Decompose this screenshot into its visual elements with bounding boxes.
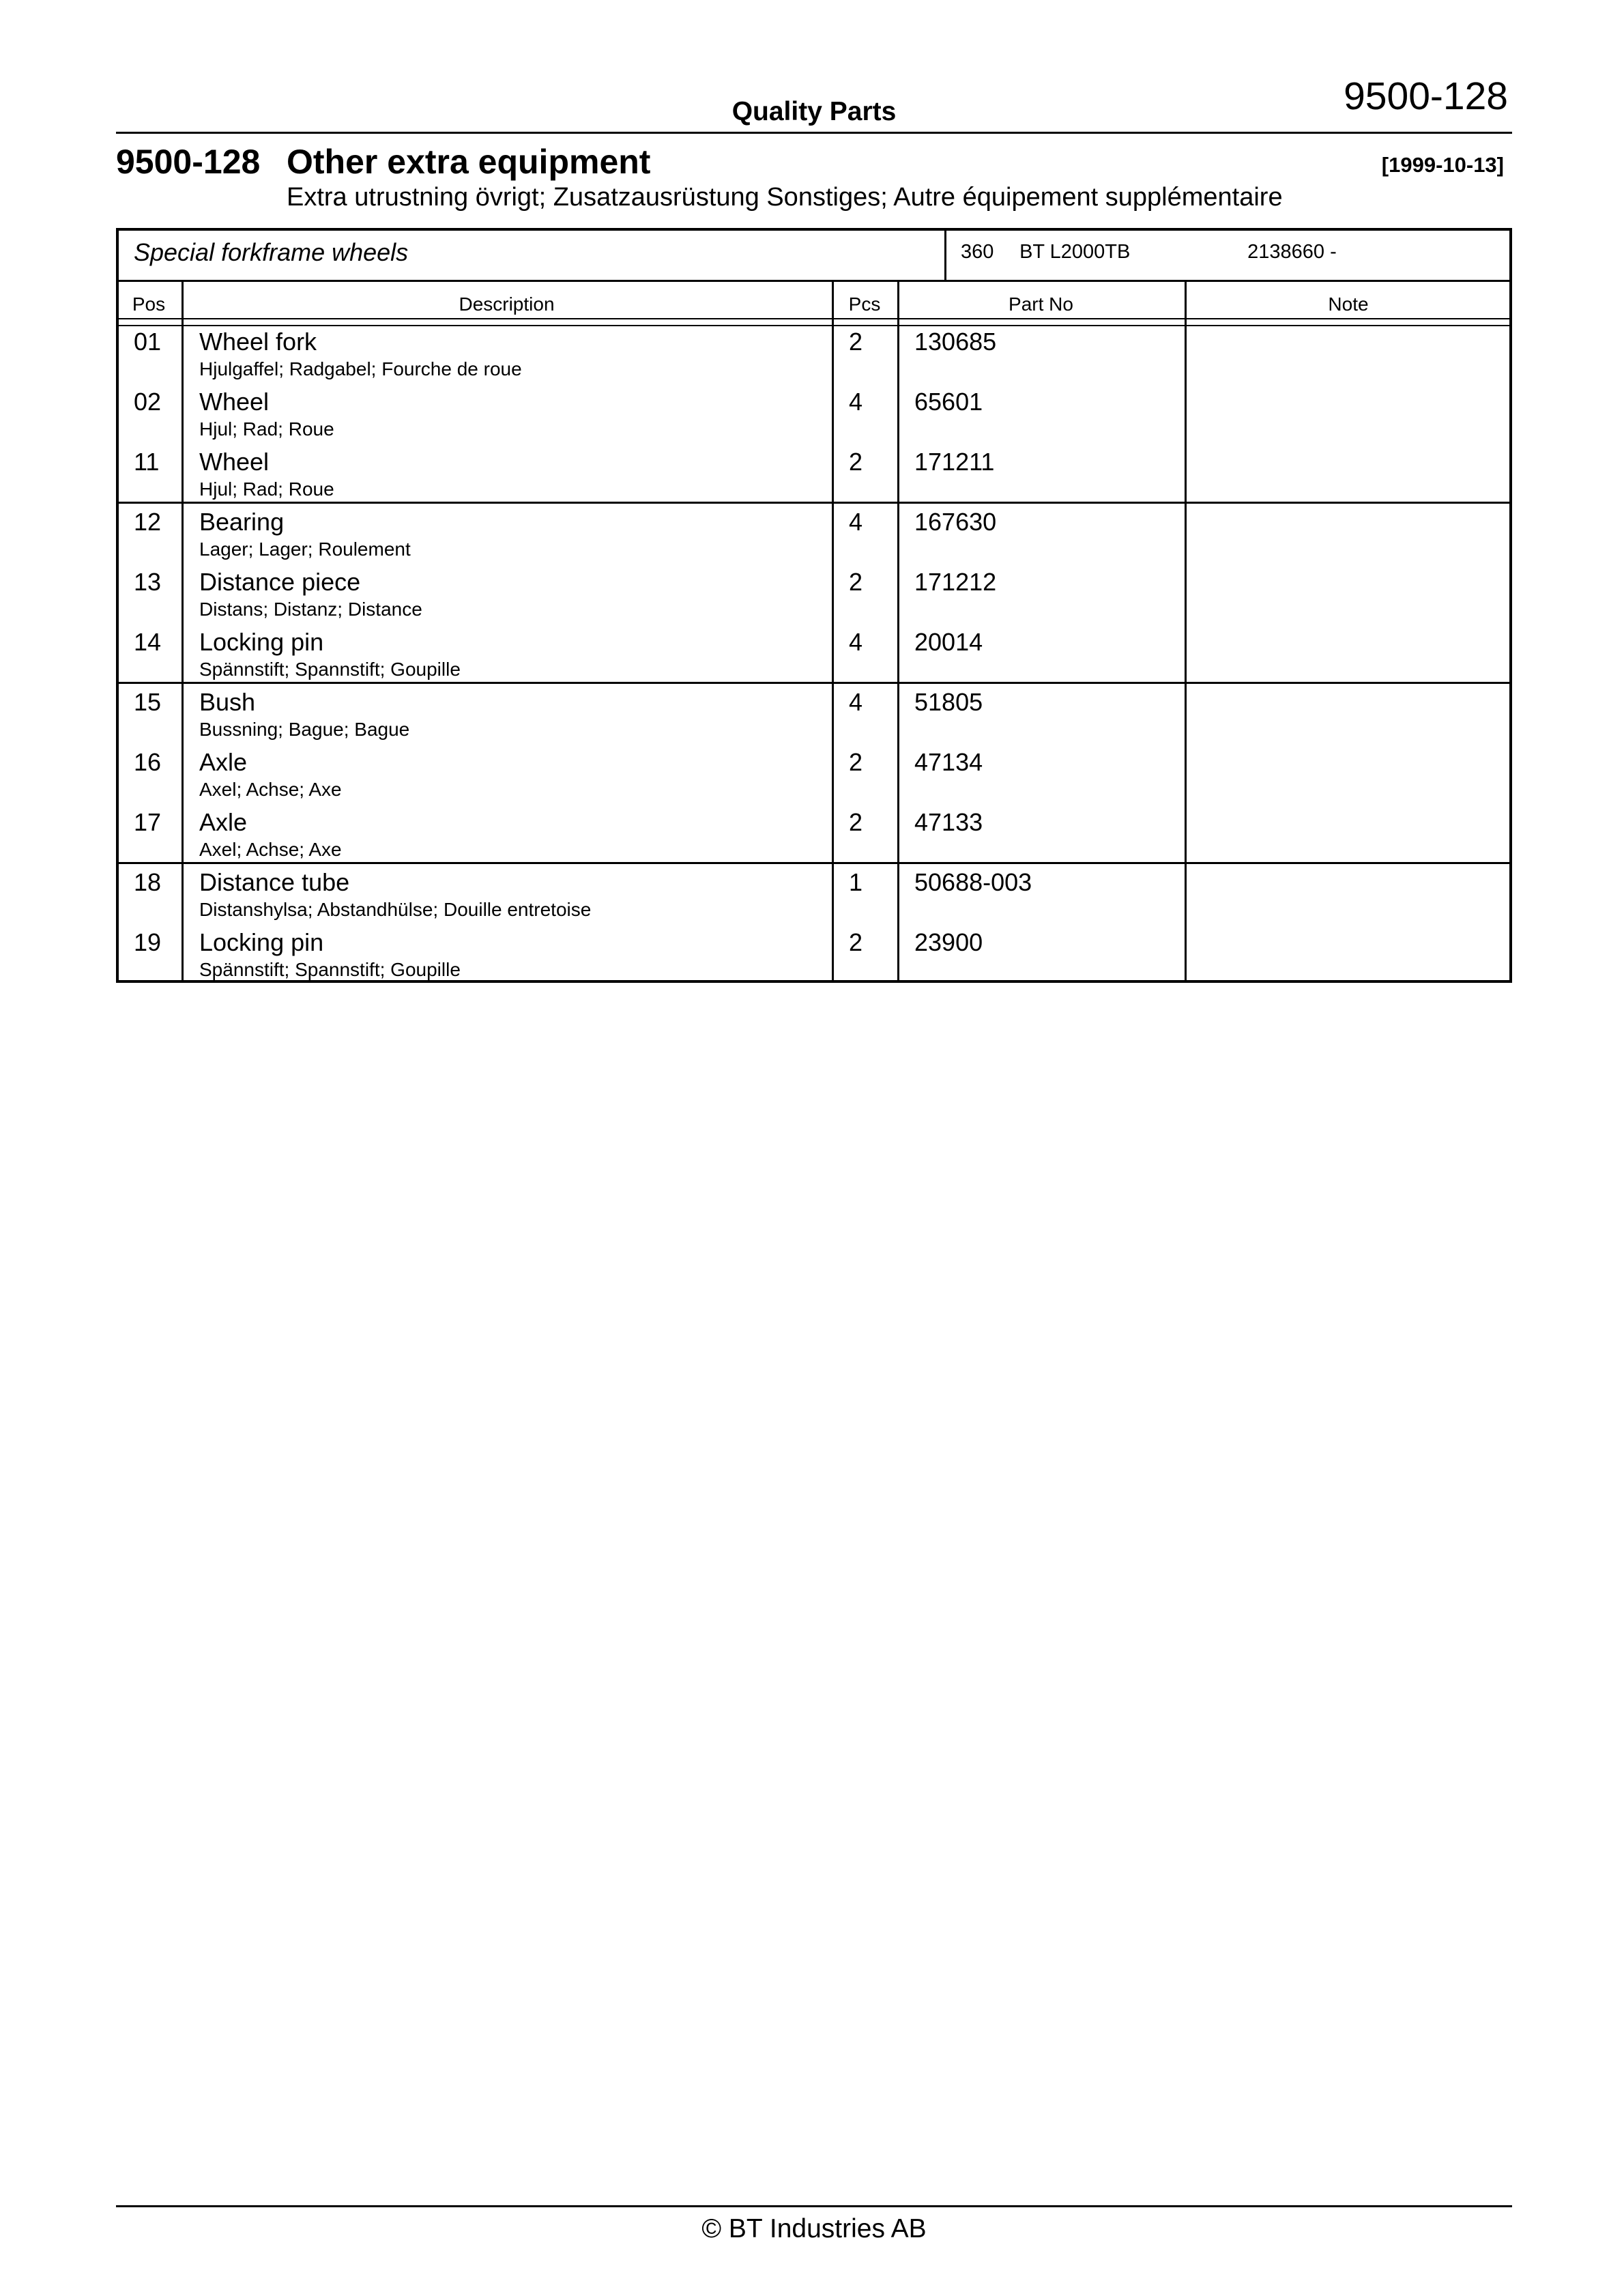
footer-divider: [116, 2205, 1512, 2207]
row-name: Locking pin: [199, 928, 324, 956]
row-name: Bearing: [199, 508, 285, 536]
table-row: [116, 381, 1512, 441]
row-part-no: 130685: [914, 328, 997, 356]
header-page-code: 9500-128: [1344, 74, 1508, 118]
row-translations: Bussning; Bague; Bague: [199, 719, 410, 740]
row-pos: 17: [134, 808, 162, 836]
row-pos: 13: [134, 568, 162, 596]
serial-range: 2138660 -: [1247, 241, 1337, 263]
row-pcs: 2: [849, 748, 863, 776]
row-pcs: 4: [849, 688, 863, 716]
row-name: Wheel: [199, 388, 270, 416]
row-name: Locking pin: [199, 628, 324, 656]
row-name: Distance piece: [199, 568, 361, 596]
model-code: 360: [961, 241, 994, 263]
row-translations: Hjulgaffel; Radgabel; Fourche de roue: [199, 358, 522, 379]
section-code: 9500-128: [116, 143, 261, 181]
row-part-no: 47133: [914, 808, 983, 836]
row-name: Wheel fork: [199, 328, 317, 356]
row-pcs: 1: [849, 868, 863, 896]
row-part-no: 20014: [914, 628, 983, 656]
row-translations: Spännstift; Spannstift; Goupille: [199, 659, 461, 680]
row-translations: Axel; Achse; Axe: [199, 779, 342, 800]
row-name: Axle: [199, 808, 248, 836]
column-header-rule-top: [116, 318, 1512, 319]
row-part-no: 23900: [914, 928, 983, 956]
table-row: [116, 321, 1512, 381]
column-header-pos: Pos: [132, 293, 166, 315]
footer-copyright: © BT Industries AB: [701, 2214, 927, 2243]
table-row: [116, 801, 1512, 861]
section-date: [1999-10-13]: [1381, 153, 1504, 177]
row-part-no: 171211: [914, 448, 995, 476]
row-name: Wheel: [199, 448, 270, 476]
row-translations: Axel; Achse; Axe: [199, 839, 342, 860]
row-pcs: 2: [849, 568, 863, 596]
header-divider: [116, 132, 1512, 134]
row-pcs: 2: [849, 928, 863, 956]
row-part-no: 65601: [914, 388, 983, 416]
row-pcs: 4: [849, 388, 863, 416]
group-meta: [961, 241, 1337, 263]
group-divider: [116, 280, 1512, 282]
row-part-no: 167630: [914, 508, 997, 536]
table-row: [116, 621, 1512, 681]
row-pcs: 4: [849, 508, 863, 536]
row-name: Distance tube: [199, 868, 350, 896]
row-pos: 01: [134, 328, 162, 356]
group-meta-divider: [944, 229, 946, 280]
row-name: Bush: [199, 688, 256, 716]
row-translations: Distanshylsa; Abstandhülse; Douille entretoise: [199, 899, 592, 920]
row-translations: Hjul; Rad; Roue: [199, 478, 334, 500]
table-row: [116, 441, 1512, 501]
row-pos: 14: [134, 628, 162, 656]
column-header-pcs: Pcs: [848, 293, 881, 315]
row-pcs: 2: [849, 448, 863, 476]
model-name: BT L2000TB: [1019, 241, 1131, 263]
column-header-note: Note: [1328, 293, 1369, 315]
row-pos: 15: [134, 688, 162, 716]
table-row: [116, 681, 1512, 741]
row-pcs: 2: [849, 328, 863, 356]
section-translations: Extra utrustning övrigt; Zusatzausrüstung Sonstiges; Autre équipement supplémentaire: [287, 183, 1283, 212]
table-row: [116, 921, 1512, 981]
column-header-description: Description: [459, 293, 555, 315]
row-part-no: 50688-003: [914, 868, 1032, 896]
row-pos: 12: [134, 508, 162, 536]
column-header-part-no: Part No: [1009, 293, 1073, 315]
row-pcs: 2: [849, 808, 863, 836]
row-pos: 19: [134, 928, 162, 956]
section-title: Other extra equipment: [287, 143, 651, 181]
row-translations: Distans; Distanz; Distance: [199, 599, 422, 620]
row-pos: 11: [134, 448, 160, 476]
row-part-no: 51805: [914, 688, 983, 716]
row-part-no: 47134: [914, 748, 983, 776]
row-pos: 18: [134, 868, 162, 896]
row-pcs: 4: [849, 628, 863, 656]
table-row: [116, 561, 1512, 621]
row-pos: 02: [134, 388, 162, 416]
table-row: [116, 501, 1512, 561]
row-pos: 16: [134, 748, 162, 776]
table-row: [116, 861, 1512, 921]
header-title: Quality Parts: [731, 97, 897, 126]
row-part-no: 171212: [914, 568, 997, 596]
row-name: Axle: [199, 748, 248, 776]
row-translations: Lager; Lager; Roulement: [199, 539, 411, 560]
row-translations: Spännstift; Spannstift; Goupille: [199, 959, 461, 980]
row-translations: Hjul; Rad; Roue: [199, 418, 334, 440]
group-title: Special forkframe wheels: [134, 238, 409, 266]
table-row: [116, 741, 1512, 801]
